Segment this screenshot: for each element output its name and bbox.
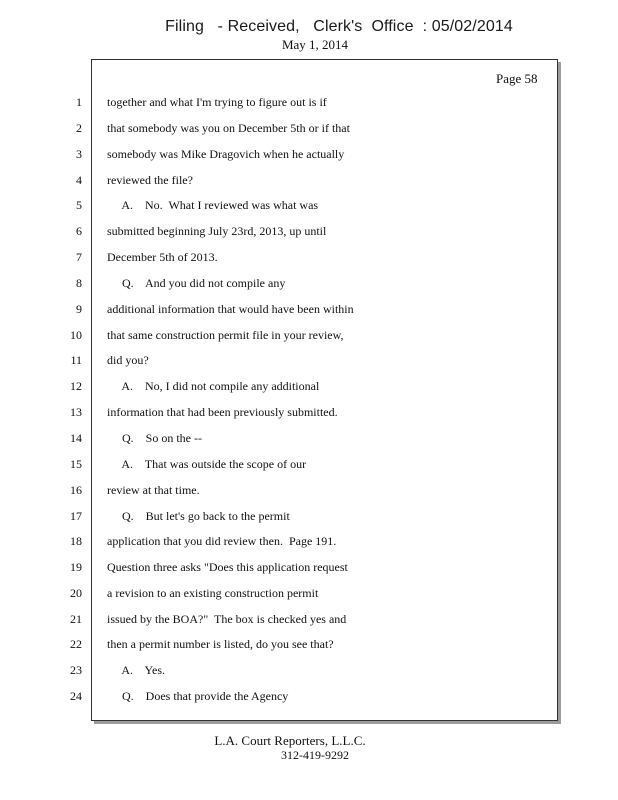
line-number: 13 xyxy=(70,405,82,419)
line-text: application that you did review then. Page 191. xyxy=(107,534,337,548)
line-text: information that had been previously submitted. xyxy=(107,405,338,419)
filing-stamp: Filing - Received, Clerk's Office : 05/02/2014 xyxy=(165,18,513,35)
line-number: 3 xyxy=(76,147,82,161)
hearing-date: May 1, 2014 xyxy=(281,37,349,52)
line-number: 24 xyxy=(70,689,82,703)
line-text: A. No. What I reviewed was what was xyxy=(107,198,319,212)
line-number: 15 xyxy=(70,457,82,471)
line-text: that somebody was you on December 5th or if that xyxy=(107,121,350,135)
line-text: submitted beginning July 23rd, 2013, up until xyxy=(107,224,327,238)
line-text: then a permit number is listed, do you see that? xyxy=(107,637,334,651)
line-text: Q. But let's go back to the permit xyxy=(107,509,290,523)
line-number: 16 xyxy=(70,483,82,497)
line-number: 7 xyxy=(76,250,82,264)
line-number: 22 xyxy=(70,637,82,651)
line-text: Q. So on the -- xyxy=(107,431,202,445)
line-number: 18 xyxy=(70,534,82,548)
line-text: reviewed the file? xyxy=(107,173,193,187)
line-number: 1 xyxy=(76,95,82,109)
court-reporter-name: L.A. Court Reporters, L.L.C. xyxy=(214,733,366,748)
line-number: 17 xyxy=(70,509,82,523)
court-reporter-phone: 312-419-9292 xyxy=(281,748,349,762)
line-number: 12 xyxy=(70,379,82,393)
line-number: 4 xyxy=(76,173,82,187)
line-text: additional information that would have been within xyxy=(107,302,354,316)
line-text: A. That was outside the scope of our xyxy=(107,457,307,471)
line-text: did you? xyxy=(107,353,149,367)
line-text: that same construction permit file in your review, xyxy=(107,328,344,342)
page-number: Page 58 xyxy=(496,71,538,86)
line-number: 19 xyxy=(70,560,82,574)
line-text: A. No, I did not compile any additional xyxy=(107,379,320,393)
line-text: Q. Does that provide the Agency xyxy=(107,689,289,703)
line-number: 8 xyxy=(76,276,82,290)
line-number: 21 xyxy=(70,612,82,626)
line-number: 23 xyxy=(70,663,82,677)
line-text: issued by the BOA?" The box is checked yes and xyxy=(107,612,347,626)
line-text: December 5th of 2013. xyxy=(107,250,218,264)
line-number: 9 xyxy=(76,302,82,316)
line-number: 14 xyxy=(70,431,82,445)
line-number: 20 xyxy=(70,586,82,600)
line-number: 6 xyxy=(76,224,82,238)
line-text: Question three asks "Does this application request xyxy=(107,560,348,574)
line-number: 11 xyxy=(70,353,82,367)
line-text: a revision to an existing construction permit xyxy=(107,586,319,600)
line-text: review at that time. xyxy=(107,483,200,497)
line-text: together and what I'm trying to figure out is if xyxy=(107,95,327,109)
line-text: Q. And you did not compile any xyxy=(107,276,286,290)
line-number: 2 xyxy=(76,121,82,135)
line-number: 10 xyxy=(70,328,82,342)
line-text: somebody was Mike Dragovich when he actually xyxy=(107,147,345,161)
line-number: 5 xyxy=(76,198,82,212)
line-text: A. Yes. xyxy=(107,663,166,677)
